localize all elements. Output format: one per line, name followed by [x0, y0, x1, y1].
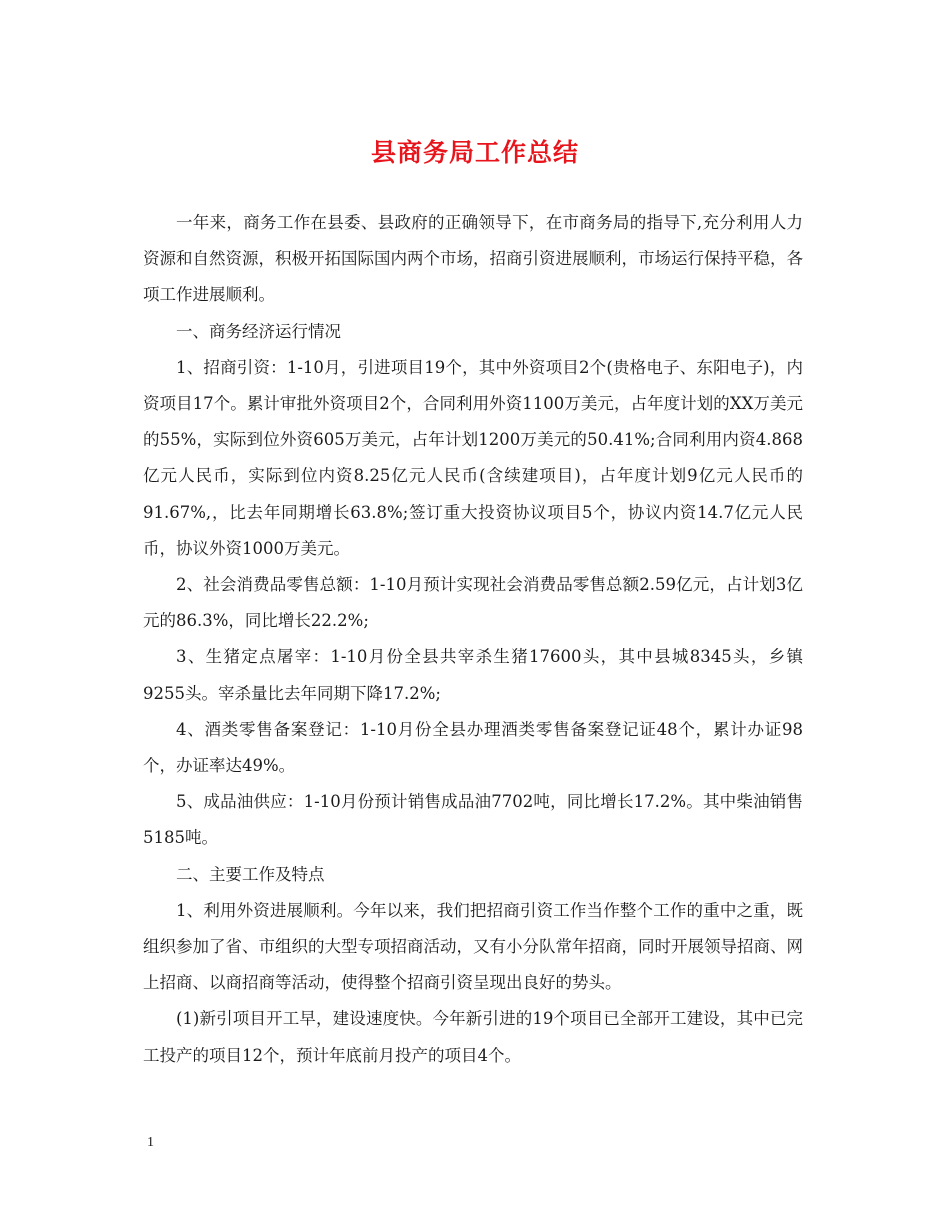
page-number: 1 — [147, 1135, 154, 1150]
paragraph-retail-sales: 2、社会消费品零售总额：1-10月预计实现社会消费品零售总额2.59亿元，占计划3亿元的86.3%，同比增长22.2%; — [143, 575, 803, 631]
paragraph-foreign-capital: 1、利用外资进展顺利。今年以来，我们把招商引资工作当作整个工作的重中之重，既组织参加了省、市组织的大型专项招商活动，又有小分队常年招商，同时开展领导招商、网上招商、以商招商等活动，使得整个招商引资呈现出良好的势头。 — [143, 900, 803, 993]
section-heading-2: 二、主要工作及特点 — [176, 864, 325, 884]
paragraph-liquor: 4、酒类零售备案登记：1-10月份全县办理酒类零售备案登记证48个，累计办证98个，办证率达49%。 — [143, 719, 803, 776]
paragraph-slaughter: 3、生猪定点屠宰：1-10月份全县共宰杀生猪17600头，其中县城8345头，乡镇9255头。宰杀量比去年同期下降17.2%; — [143, 647, 803, 703]
paragraph-intro: 一年来，商务工作在县委、县政府的正确领导下，在市商务局的指导下,充分利用人力资源和自然资源，积极开拓国际国内两个市场，招商引资进展顺利，市场运行保持平稳，各项工作进展顺利。 — [143, 213, 803, 305]
paragraph-oil: 5、成品油供应：1-10月份预计销售成品油7702吨，同比增长17.2%。其中柴油销售5185吨。 — [143, 792, 803, 848]
document-title: 县商务局工作总结 — [370, 138, 579, 167]
paragraph-investment: 1、招商引资：1-10月，引进项目19个，其中外资项目2个(贵格电子、东阳电子)，内资项目17个。累计审批外资项目2个，合同利用外资1100万美元，占年度计划的XX万美元的55%，实际到位外资605万美元，占年计划1200万美元的50.41%;合同利用内资4.868亿元人民币，实际到位内资8.25亿元人民币(含续建项目)，占年度计划9亿元人民币的91.67%,，比去年同期增长63.8%;签订重大投资协议项目5个，协议内资14.7亿元人民币，协议外资1000万美元。 — [143, 357, 803, 558]
paragraph-new-projects: (1)新引项目开工早，建设速度快。今年新引进的19个项目已全部开工建设，其中已完工投产的项目12个，预计年底前月投产的项目4个。 — [143, 1009, 803, 1065]
section-heading-1: 一、商务经济运行情况 — [176, 321, 341, 341]
document-body — [143, 205, 803, 1074]
